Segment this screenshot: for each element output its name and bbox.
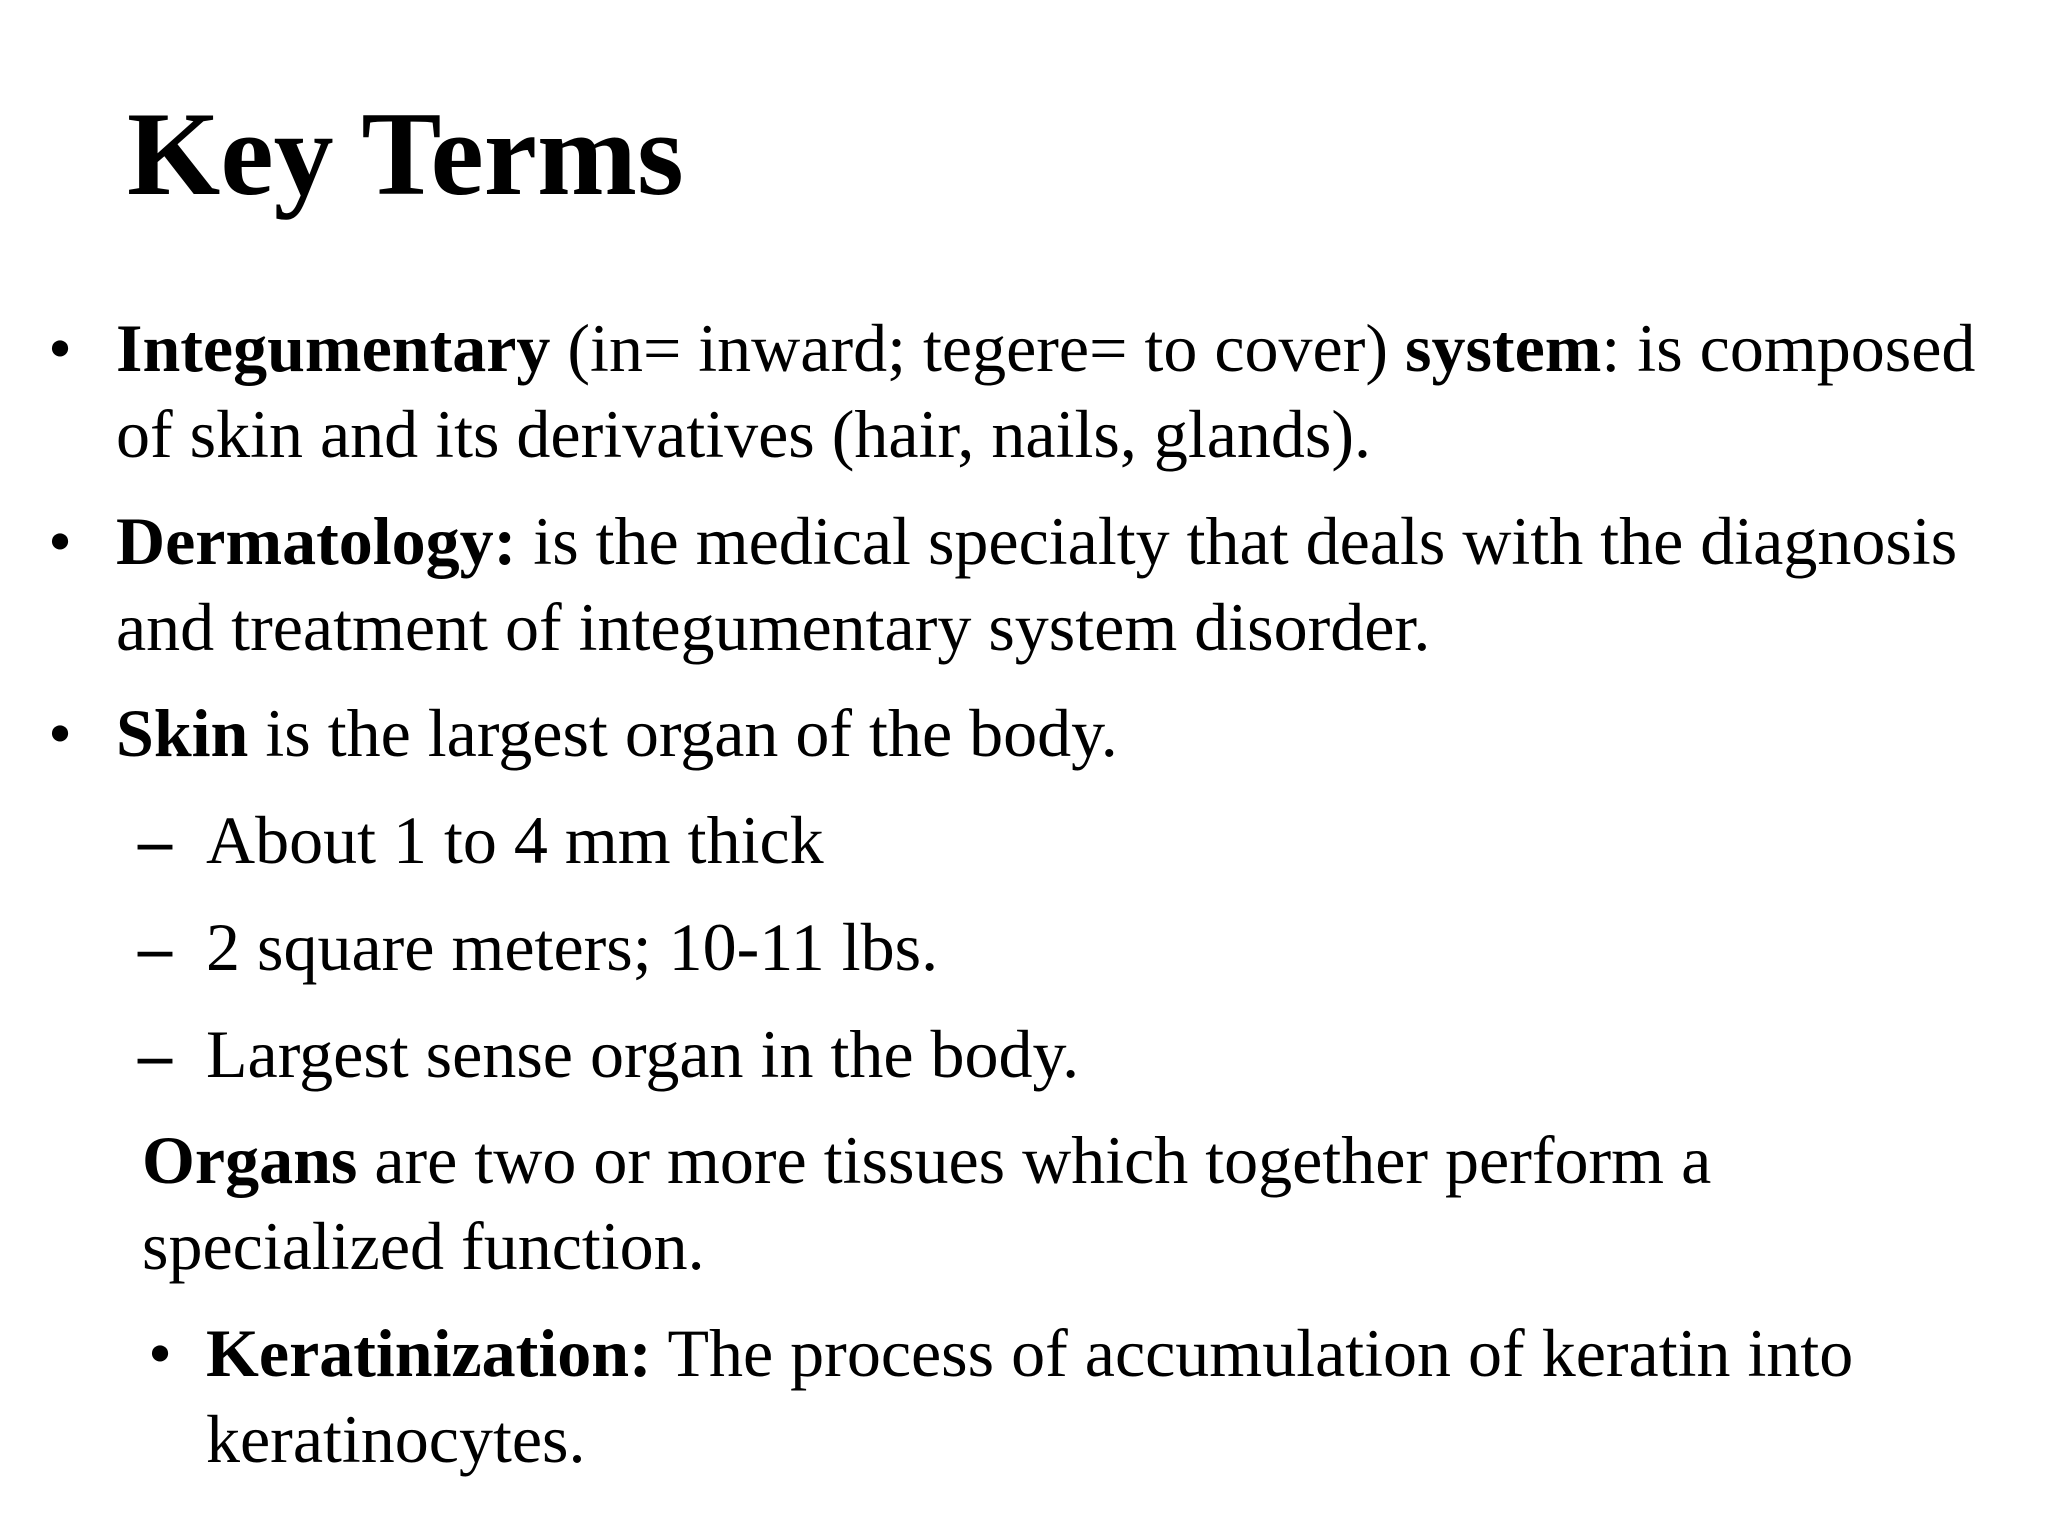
bullet-icon: •	[48, 310, 72, 386]
bullet-item-integumentary	[48, 305, 2016, 477]
skin-detail-thickness	[138, 797, 1906, 883]
dash-icon: –	[138, 1016, 172, 1092]
slide-title: Key Terms	[127, 87, 684, 220]
bullet-icon: •	[48, 503, 72, 579]
term-dermatology: Dermatology:	[116, 503, 517, 579]
bullet-icon: •	[148, 1315, 172, 1391]
term-integumentary: Integumentary	[116, 310, 551, 386]
term-system: system	[1405, 310, 1602, 386]
skin-detail-sense-organ	[138, 1011, 1906, 1097]
term-skin-definition: is the largest organ of the body.	[248, 695, 1118, 771]
skin-detail-text: 2 square meters; 10-11 lbs.	[206, 909, 939, 985]
skin-detail-text: About 1 to 4 mm thick	[206, 802, 824, 878]
bullet-icon: •	[48, 695, 72, 771]
bullet-item-skin	[48, 690, 2016, 776]
term-keratinization: Keratinization:	[206, 1315, 652, 1391]
term-dermatology-definition: is the medical specialty that deals with the diagnosis and treatment of integumentary system disorder.	[116, 503, 1958, 665]
term-keratinization-definition: The process of accumulation of keratin into keratinocytes.	[206, 1315, 1854, 1477]
skin-detail-text: Largest sense organ in the body.	[206, 1016, 1080, 1092]
organs-definition	[142, 1117, 1992, 1289]
skin-detail-area-weight	[138, 904, 1906, 990]
bullet-item-dermatology	[48, 498, 2016, 670]
bullet-item-keratinization	[148, 1310, 1856, 1482]
term-integumentary-etymology: (in= inward; tegere= to cover)	[550, 310, 1405, 386]
term-integumentary-definition: : is composed of skin and its derivatives (hair, nails, glands).	[116, 310, 1976, 472]
dash-icon: –	[138, 909, 172, 985]
dash-icon: –	[138, 802, 172, 878]
term-skin: Skin	[116, 695, 249, 771]
term-organs: Organs	[142, 1122, 358, 1198]
term-organs-definition: are two or more tissues which together perform a specialized function.	[142, 1122, 1712, 1284]
